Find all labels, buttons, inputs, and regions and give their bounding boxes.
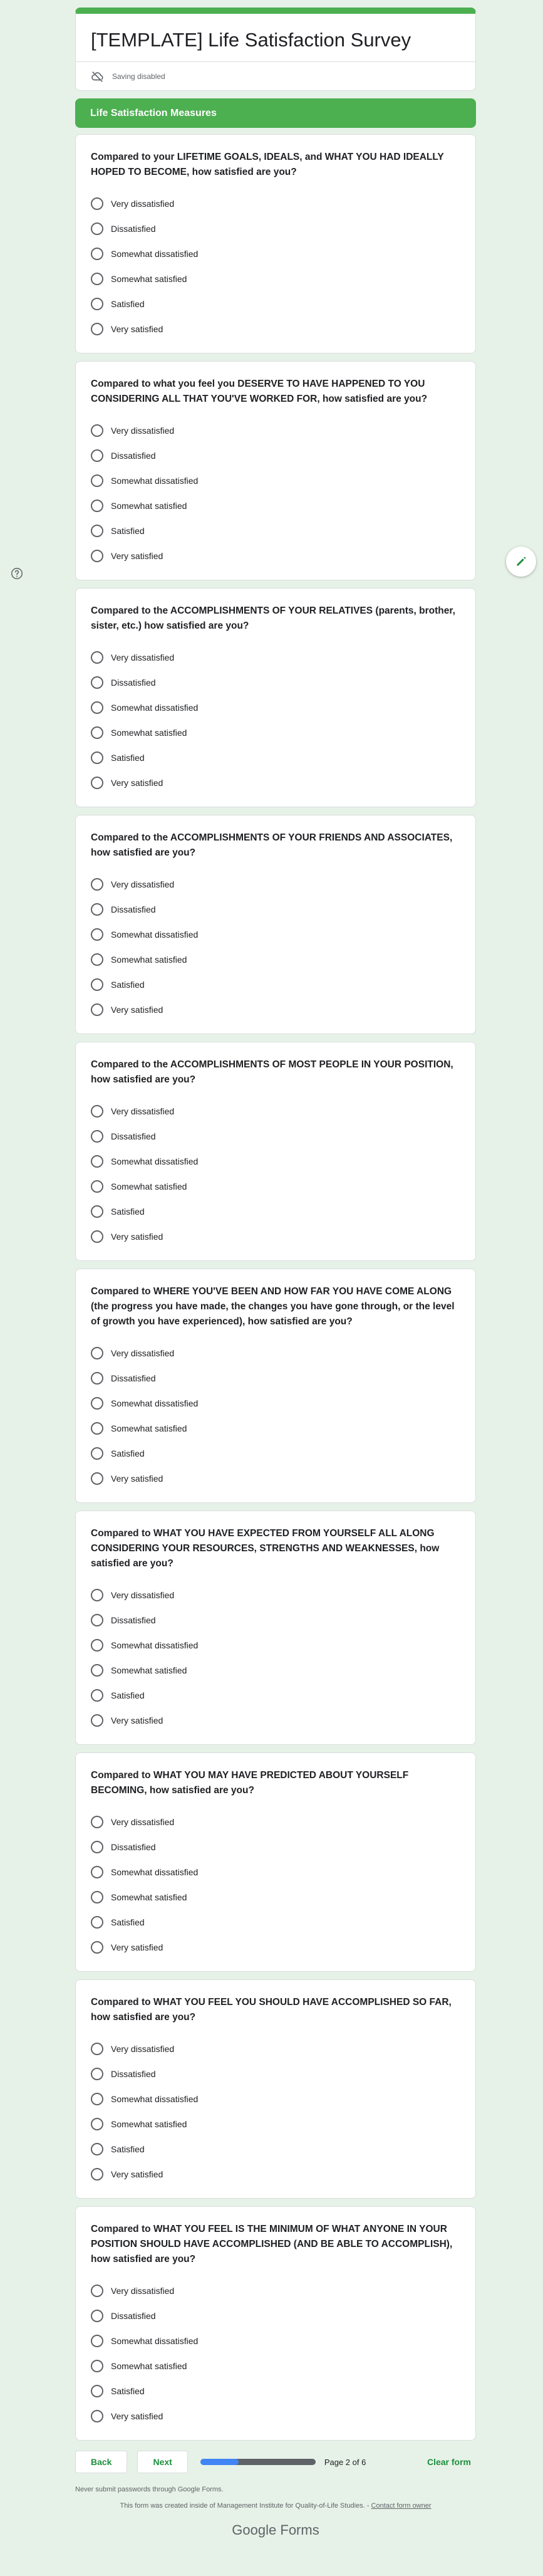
pencil-icon [515,555,527,568]
radio-option-label: Very satisfied [111,551,163,561]
radio-option[interactable] [91,418,460,443]
radio-button[interactable] [91,2410,103,2422]
radio-button[interactable] [91,2093,103,2105]
question-card [75,2206,476,2441]
radio-button[interactable] [91,978,103,991]
radio-option-label: Somewhat dissatisfied [111,1156,199,1166]
radio-option-label: Somewhat dissatisfied [111,1398,199,1408]
radio-option-label: Somewhat dissatisfied [111,1867,199,1877]
radio-option[interactable] [91,720,460,745]
page-indicator: Page 2 of 6 [324,2457,366,2467]
help-icon[interactable] [10,567,24,584]
saving-status-text: Saving disabled [112,71,165,81]
radio-button[interactable] [91,701,103,714]
radio-option[interactable] [91,1341,460,1366]
radio-option-label: Somewhat satisfied [111,728,187,738]
radio-button[interactable] [91,1916,103,1929]
radio-button[interactable] [91,2043,103,2055]
radio-button[interactable] [91,651,103,664]
radio-button[interactable] [91,1866,103,1878]
radio-option-label: Somewhat satisfied [111,2119,187,2129]
radio-option-label: Somewhat satisfied [111,1181,187,1191]
question-text: Compared to WHAT YOU FEEL IS THE MINIMUM OF WHAT ANYONE IN YOUR POSITION SHOULD HAVE ACCOMPLISHED (AND BE ABLE TO ACCOMPLISH), how satisfied are you? [91,2224,453,2264]
radio-button[interactable] [91,751,103,764]
radio-option[interactable] [91,1708,460,1733]
radio-option[interactable] [91,2036,460,2061]
radio-option-label: Somewhat satisfied [111,955,187,965]
question-text: Compared to WHAT YOU FEEL YOU SHOULD HAVE ACCOMPLISHED SO FAR, how satisfied are you? [91,1997,452,2023]
radio-option[interactable] [91,1199,460,1224]
radio-button[interactable] [91,1941,103,1954]
saving-status-row [76,61,475,90]
radio-button[interactable] [91,2360,103,2372]
radio-button[interactable] [91,1816,103,1828]
section-title: Life Satisfaction Measures [90,107,217,118]
radio-button[interactable] [91,1003,103,1016]
radio-button[interactable] [91,1891,103,1903]
section-header [75,98,476,128]
radio-button[interactable] [91,424,103,437]
form-header-card [75,8,476,91]
radio-button[interactable] [91,903,103,916]
radio-button[interactable] [91,2385,103,2397]
radio-button[interactable] [91,1447,103,1460]
radio-button[interactable] [91,1589,103,1601]
radio-button[interactable] [91,1714,103,1727]
question-text: Compared to the ACCOMPLISHMENTS OF MOST PEOPLE IN YOUR POSITION, how satisfied are you? [91,1059,453,1085]
radio-button[interactable] [91,2068,103,2080]
radio-option[interactable] [91,216,460,241]
radio-option-label: Somewhat satisfied [111,1665,187,1675]
radio-option-label: Dissatisfied [111,2069,156,2079]
radio-button[interactable] [91,248,103,260]
question-text: Compared to WHAT YOU HAVE EXPECTED FROM YOURSELF ALL ALONG CONSIDERING YOUR RESOURCES, STRENGTHS AND WEAKNESSES, how satisfied are you? [91,1528,440,1569]
radio-option-label: Dissatisfied [111,1842,156,1852]
radio-option-label: Dissatisfied [111,1373,156,1383]
navigation-row [75,2451,476,2473]
next-button[interactable]: Next [137,2451,187,2473]
radio-option-label: Dissatisfied [111,1131,156,1141]
progress-bar [200,2459,316,2465]
radio-button[interactable] [91,273,103,285]
radio-option[interactable] [91,1099,460,1124]
radio-option[interactable] [91,745,460,770]
radio-button[interactable] [91,2143,103,2155]
radio-option[interactable] [91,1466,460,1491]
radio-option[interactable] [91,2328,460,2353]
question-card [75,1269,476,1503]
radio-option[interactable] [91,1910,460,1935]
brand-google: Google [232,2522,277,2538]
radio-button[interactable] [91,2118,103,2130]
radio-option[interactable] [91,1885,460,1910]
radio-button[interactable] [91,500,103,512]
radio-option-label: Very satisfied [111,2411,163,2421]
radio-option-label: Very satisfied [111,1005,163,1015]
radio-option-label: Very dissatisfied [111,1106,175,1116]
form-container [75,8,476,2538]
question-card [75,1042,476,1261]
question-text: Compared to WHERE YOU'VE BEEN AND HOW FAR YOU HAVE COME ALONG (the progress you have made, the changes you have gone through, or the level of growth you have experienced), how satisfied are you? [91,1286,455,1327]
radio-option-label: Satisfied [111,2386,145,2396]
radio-option[interactable] [91,443,460,468]
radio-option[interactable] [91,317,460,342]
radio-button[interactable] [91,525,103,537]
radio-option-label: Very dissatisfied [111,426,175,436]
radio-button[interactable] [91,953,103,966]
radio-button[interactable] [91,1230,103,1243]
radio-button[interactable] [91,1664,103,1677]
contact-owner-link[interactable]: Contact form owner [371,2502,432,2510]
radio-option[interactable] [91,1124,460,1149]
radio-option-label: Somewhat satisfied [111,1423,187,1433]
question-text: Compared to the ACCOMPLISHMENTS OF YOUR RELATIVES (parents, brother, sister, etc.) how satisfied are you? [91,605,455,631]
radio-option-label: Satisfied [111,2144,145,2154]
radio-option-label: Dissatisfied [111,451,156,461]
back-button[interactable]: Back [75,2451,127,2473]
radio-option-label: Somewhat dissatisfied [111,249,199,259]
radio-option[interactable] [91,897,460,922]
radio-button[interactable] [91,1130,103,1143]
radio-option[interactable] [91,1416,460,1441]
radio-button[interactable] [91,1155,103,1168]
radio-button[interactable] [91,474,103,487]
google-forms-logo[interactable] [75,2522,476,2538]
radio-button[interactable] [91,449,103,462]
radio-option-label: Very dissatisfied [111,652,175,662]
question-card [75,361,476,580]
radio-option[interactable] [91,1366,460,1391]
radio-option[interactable] [91,2379,460,2404]
form-title: [TEMPLATE] Life Satisfaction Survey [91,29,411,51]
radio-option[interactable] [91,922,460,947]
question-card [75,1979,476,2199]
radio-option-label: Somewhat dissatisfied [111,476,199,486]
radio-option-label: Dissatisfied [111,678,156,688]
radio-option-label: Very satisfied [111,1715,163,1725]
radio-button[interactable] [91,1372,103,1385]
radio-option[interactable] [91,695,460,720]
radio-option-label: Dissatisfied [111,1615,156,1625]
radio-option[interactable] [91,1174,460,1199]
radio-button[interactable] [91,676,103,689]
radio-option-label: Very satisfied [111,1942,163,1952]
radio-option[interactable] [91,1633,460,1658]
question-card [75,815,476,1034]
radio-button[interactable] [91,2310,103,2322]
radio-option-label: Somewhat dissatisfied [111,2336,199,2346]
radio-option[interactable] [91,1391,460,1416]
cloud-off-icon [91,70,105,83]
questions-list [75,134,476,2441]
radio-option-label: Very dissatisfied [111,879,175,889]
radio-option[interactable] [91,2137,460,2162]
radio-option-label: Somewhat satisfied [111,2361,187,2371]
radio-option[interactable] [91,1658,460,1683]
radio-option-label: Very satisfied [111,1474,163,1484]
radio-option[interactable] [91,2162,460,2187]
radio-option[interactable] [91,770,460,795]
radio-option[interactable] [91,266,460,291]
radio-option[interactable] [91,947,460,972]
clear-form-button[interactable]: Clear form [427,2457,471,2467]
radio-option-label: Satisfied [111,753,145,763]
radio-button[interactable] [91,928,103,941]
radio-button[interactable] [91,1205,103,1218]
radio-button[interactable] [91,1105,103,1118]
radio-option[interactable] [91,2303,460,2328]
radio-option[interactable] [91,972,460,997]
radio-option-label: Very satisfied [111,1232,163,1242]
question-card [75,1752,476,1972]
radio-button[interactable] [91,2168,103,2181]
radio-option[interactable] [91,2404,460,2429]
radio-option[interactable] [91,997,460,1022]
radio-button[interactable] [91,1689,103,1702]
radio-button[interactable] [91,223,103,235]
radio-option-label: Somewhat dissatisfied [111,703,199,713]
radio-button[interactable] [91,1422,103,1435]
radio-button[interactable] [91,298,103,310]
radio-option[interactable] [91,291,460,317]
radio-option[interactable] [91,2278,460,2303]
brand-forms: Forms [280,2522,319,2538]
radio-option-label: Somewhat satisfied [111,274,187,284]
radio-option-label: Very dissatisfied [111,2286,175,2296]
radio-option-label: Very satisfied [111,324,163,334]
radio-option[interactable] [91,1935,460,1960]
radio-button[interactable] [91,1614,103,1626]
question-text: Compared to WHAT YOU MAY HAVE PREDICTED ABOUT YOURSELF BECOMING, how satisfied are you? [91,1770,409,1796]
radio-button[interactable] [91,1180,103,1193]
radio-button[interactable] [91,1472,103,1485]
radio-option-label: Very satisfied [111,2169,163,2179]
radio-button[interactable] [91,323,103,335]
radio-option-label: Satisfied [111,1448,145,1458]
radio-option-label: Very dissatisfied [111,199,175,209]
radio-option[interactable] [91,1583,460,1608]
radio-option-label: Dissatisfied [111,2311,156,2321]
radio-option[interactable] [91,241,460,266]
radio-option-label: Somewhat satisfied [111,1892,187,1902]
radio-option[interactable] [91,1149,460,1174]
radio-button[interactable] [91,878,103,891]
radio-option[interactable] [91,1860,460,1885]
radio-option-label: Somewhat dissatisfied [111,2094,199,2104]
radio-option-label: Very dissatisfied [111,1348,175,1358]
radio-option[interactable] [91,493,460,518]
radio-option-label: Somewhat satisfied [111,501,187,511]
radio-option[interactable] [91,2086,460,2112]
edit-fab-button[interactable] [506,547,536,577]
radio-option-label: Very dissatisfied [111,2044,175,2054]
radio-button[interactable] [91,197,103,210]
radio-option-label: Very satisfied [111,778,163,788]
radio-button[interactable] [91,1347,103,1359]
radio-option[interactable] [91,1608,460,1633]
radio-option-label: Dissatisfied [111,224,156,234]
progress-bar-fill [200,2459,239,2465]
question-card [75,134,476,353]
question-text: Compared to what you feel you DESERVE TO HAVE HAPPENED TO YOU CONSIDERING ALL THAT YOU'VE WORKED FOR, how satisfied are you? [91,379,428,404]
radio-option[interactable] [91,468,460,493]
radio-option-label: Satisfied [111,1917,145,1927]
radio-option[interactable] [91,1224,460,1249]
radio-button[interactable] [91,777,103,789]
question-text: Compared to your LIFETIME GOALS, IDEALS, and WHAT YOU HAD IDEALLY HOPED TO BECOME, how satisfied are you? [91,152,444,177]
radio-option-label: Satisfied [111,1690,145,1700]
radio-option-label: Dissatisfied [111,904,156,914]
radio-option[interactable] [91,670,460,695]
radio-option[interactable] [91,518,460,543]
radio-option-label: Somewhat dissatisfied [111,1640,199,1650]
radio-option[interactable] [91,543,460,568]
radio-option-label: Somewhat dissatisfied [111,929,199,940]
radio-option[interactable] [91,2112,460,2137]
created-text: This form was created inside of Management Institute for Quality-of-Life Studies. - [120,2502,370,2510]
radio-option-label: Satisfied [111,980,145,990]
radio-option-label: Very dissatisfied [111,1590,175,1600]
radio-option[interactable] [91,1441,460,1466]
radio-button[interactable] [91,726,103,739]
radio-option[interactable] [91,645,460,670]
radio-option-label: Satisfied [111,299,145,309]
radio-option[interactable] [91,191,460,216]
radio-option[interactable] [91,2353,460,2379]
radio-option[interactable] [91,1683,460,1708]
radio-button[interactable] [91,1841,103,1853]
radio-option[interactable] [91,1809,460,1835]
radio-option[interactable] [91,1835,460,1860]
radio-option[interactable] [91,2061,460,2086]
question-card [75,1511,476,1745]
radio-button[interactable] [91,1397,103,1410]
question-text: Compared to the ACCOMPLISHMENTS OF YOUR FRIENDS AND ASSOCIATES, how satisfied are you? [91,832,453,858]
progress-indicator [200,2458,366,2467]
radio-option-label: Satisfied [111,1207,145,1217]
radio-option-label: Very dissatisfied [111,1817,175,1827]
password-warning: Never submit passwords through Google Forms. [75,2486,224,2493]
radio-option[interactable] [91,872,460,897]
question-card [75,588,476,807]
radio-button[interactable] [91,1639,103,1652]
radio-button[interactable] [91,2285,103,2297]
radio-button[interactable] [91,550,103,562]
radio-option-label: Satisfied [111,526,145,536]
radio-button[interactable] [91,2335,103,2347]
footer-created-note [75,2502,476,2510]
